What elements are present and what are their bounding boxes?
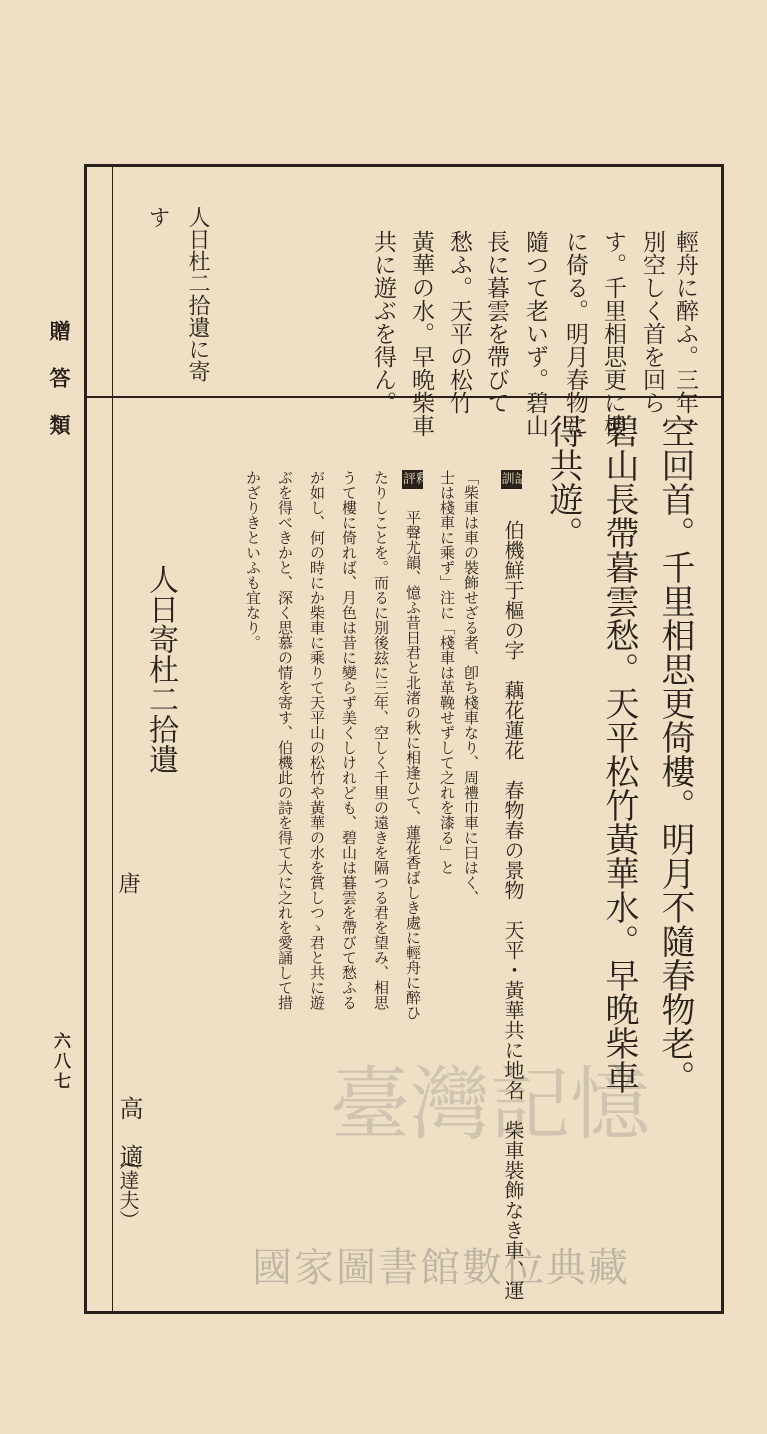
author-dynasty: 唐: [115, 872, 140, 894]
kundoku-line: 共に遊ぶを得ん。: [370, 230, 396, 414]
hyoshaku-line: たりしことを。而るに別後玆に三年、空しく千里の遠きを隔つる君を望み、相思: [372, 470, 390, 1010]
kunko-line: 「柴車は車の裝飾せざる者、卽ち棧車なり、周禮巾車に曰はく、: [462, 470, 480, 905]
kundoku-line: に倚る。明月春物に: [562, 230, 588, 437]
running-head: 贈答類: [47, 320, 72, 461]
kundoku-line: 輕舟に醉ふ。三年一: [672, 230, 698, 437]
kundoku-line: 長に暮雲を帶びて: [483, 230, 509, 414]
poem-title: 人日寄杜二拾遺: [143, 564, 178, 774]
hyoshaku-line: 平聲尤韻、憶ふ昔日君と北渚の秋に相逢ひて、蓮花香ばしき處に輕舟に醉ひ: [404, 510, 422, 1020]
author-courtesy: （達夫）: [116, 1150, 140, 1230]
poem-line: 碧山長帶暮雲愁。天平松竹黃華水。早晚柴車: [599, 414, 639, 1094]
hyoshaku-line: ぶを得べきかと、深く思慕の情を寄す、伯機此の詩を得て大に之れを愛誦して措: [276, 470, 294, 1010]
poem-line: 得共遊。: [543, 414, 583, 550]
hyoshaku-line: うて樓に倚れば、月色は昔に變らず美くしけれども、碧山は暮雲を帶びて愁ふる: [340, 470, 358, 1010]
hyoshaku-line: が如し、何の時にか柴車に乘りて天平山の松竹や黃華の水を賞しつゝ君と共に遊: [308, 470, 326, 1010]
kunko-line: 伯機鮮于樞の字 藕花蓮花 春物春の景物 天平・黃華共に地名 柴車裝飾なき車、運: [501, 520, 525, 1300]
kundoku-line: 愁ふ。天平の松竹: [446, 230, 472, 414]
hyoshaku-line: かざりきといふも宜なり。: [244, 470, 262, 650]
kundoku-line: 隨つて老いず。碧山: [522, 230, 548, 437]
kundoku-line: す。千里相思更に樓: [600, 230, 626, 437]
author-name: 高 適: [115, 1096, 143, 1168]
kundoku-line: 別空しく首を回ら: [639, 230, 665, 414]
hyoshaku-label: 評釋: [403, 472, 430, 487]
next-title-line: 人日杜二拾遺に寄: [185, 206, 210, 382]
next-title-line: す: [145, 206, 170, 228]
kunko-line: 士は棧車に乘ず」注に「棧車は革鞔せずして之れを漆る」と: [438, 470, 456, 875]
watermark-logo: 臺灣記憶: [330, 1058, 650, 1151]
poem-line: 空回首。千里相思更倚樓。明月不隨春物老。: [655, 414, 695, 1094]
kundoku-line: 黃華の水。早晩柴車: [408, 230, 434, 437]
kunko-label: 訓詁: [501, 472, 528, 487]
hyoshaku-section: [402, 470, 430, 493]
kunko-section: [500, 470, 528, 493]
page-number: 六八七: [50, 1032, 70, 1092]
watermark-text: 國家圖書館數位典藏: [252, 1245, 630, 1291]
